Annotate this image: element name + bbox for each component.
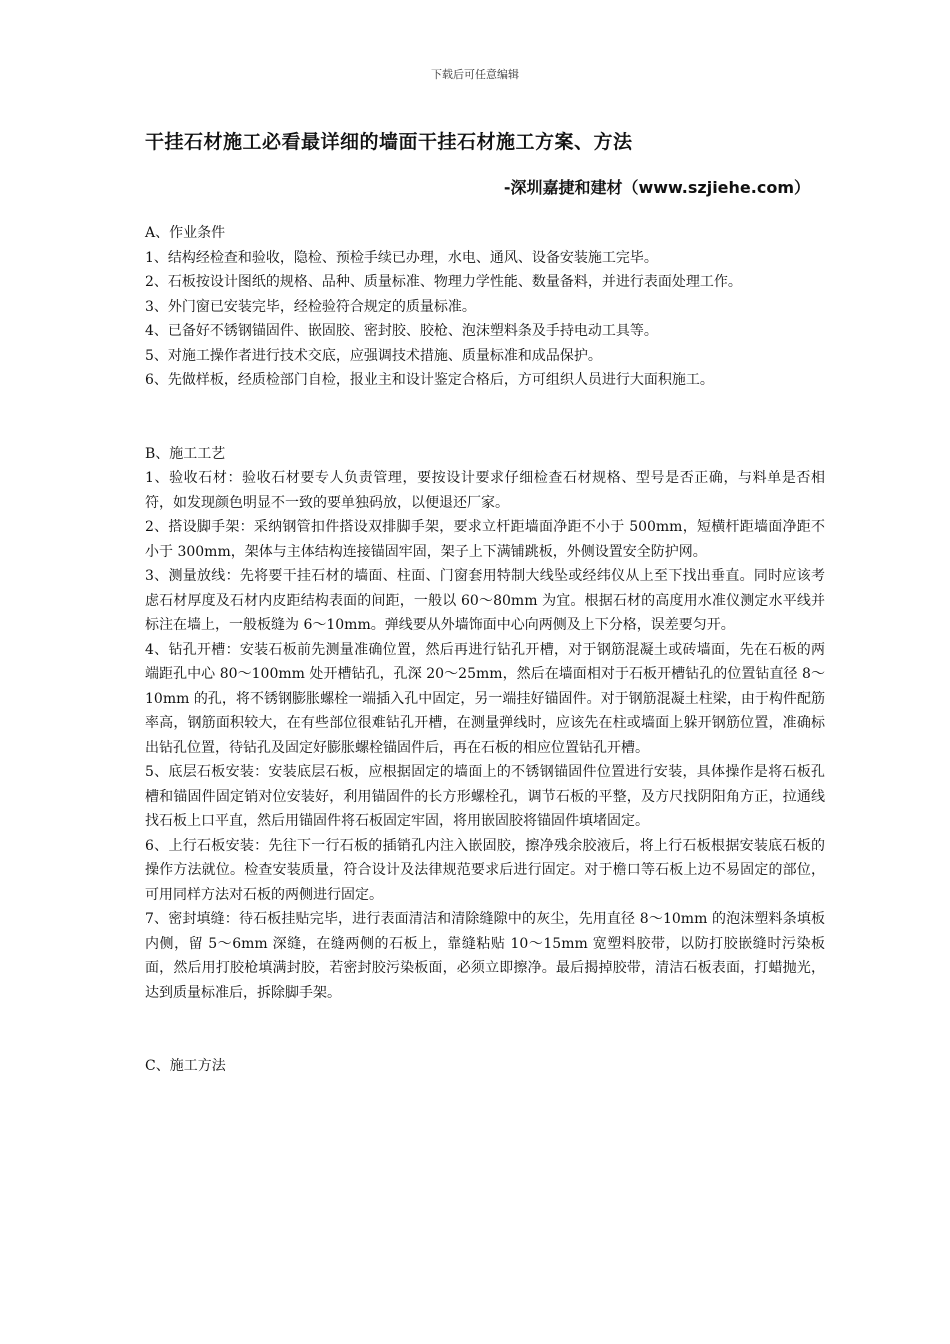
section-a-item-2: 2、石板按设计图纸的规格、品种、质量标准、物理力学性能、数量备料，并进行表面处理工作。 — [145, 274, 742, 290]
page-subtitle: -深圳嘉捷和建材（www.szjiehe.com） — [503, 178, 810, 197]
section-c-heading: C、施工方法 — [145, 1058, 226, 1074]
section-b-item-4: 4、钻孔开槽：安装石板前先测量准确位置，然后再进行钻孔开槽，对于钢筋混凝土或砖墙面，先在石板的两端距孔中心 80～100mm 处开槽钻孔，孔深 20～25mm，然后在墙面相对于石板开槽钻孔的位置钻直径 8～10mm 的孔，将不锈钢膨胀螺栓一端插入孔中固定，另一端挂好锚固件。对于钢筋混凝土柱梁，由于构件配筋率高，钢筋面积较大，在有些部位很难钻孔开槽，在测量弹线时，应该先在柱或墙面上躲开钢筋位置，准确标出钻孔位置，待钻孔及固定好膨胀螺栓锚固件后，再在石板的相应位置钻孔开槽。 — [145, 641, 825, 756]
section-b-item-7: 7、密封填缝：待石板挂贴完毕，进行表面清洁和清除缝隙中的灰尘，先用直径 8～10mm 的泡沫塑料条填板内侧，留 5～6mm 深缝，在缝两侧的石板上，靠缝粘贴 10～15mm 宽塑料胶带，以防打胶嵌缝时污染板面，然后用打胶枪填满封胶，若密封胶污染板面，必须立即擦净。最后揭掉胶带，清洁石板表面，打蜡抛光，达到质量标准后，拆除脚手架。 — [145, 911, 825, 1001]
section-a-item-6: 6、先做样板，经质检部门自检，报业主和设计鉴定合格后，方可组织人员进行大面积施工。 — [145, 372, 714, 388]
section-a-item-3: 3、外门窗已安装完毕，经检验符合规定的质量标准。 — [145, 298, 476, 315]
section-b-item-1: 1、验收石材：验收石材要专人负责管理，要按设计要求仔细检查石材规格、型号是否正确，与料单是否相符，如发现颜色明显不一致的要单独码放，以便退还厂家。 — [145, 470, 825, 511]
section-spacer — [145, 1005, 825, 1054]
section-a-heading: A、作业条件 — [145, 225, 226, 241]
section-b-item-2: 2、搭设脚手架：采纳钢管扣件搭设双排脚手架，要求立杆距墙面净距不小于 500mm，短横杆距墙面净距不小于 300mm，架体与主体结构连接锚固牢固，架子上下满铺跳板，外侧设置安全防护网。 — [145, 519, 825, 560]
document-body — [145, 221, 825, 1079]
section-a-item-1: 1、结构经检查和验收，隐检、预检手续已办理，水电、通风、设备安装施工完毕。 — [145, 249, 658, 266]
section-a-item-5: 5、对施工操作者进行技术交底，应强调技术措施、质量标准和成品保护。 — [145, 347, 602, 364]
section-b-heading: B、施工工艺 — [145, 445, 226, 462]
section-b-item-6: 6、上行石板安装：先往下一行石板的插销孔内注入嵌固胶，擦净残余胶液后，将上行石板根据安装底石板的操作方法就位。检查安装质量，符合设计及法律规范要求后进行固定。对于檐口等石板上边不易固定的部位，可用同样方法对石板的两侧进行固定。 — [145, 837, 825, 903]
section-b-item-5: 5、底层石板安装：安装底层石板，应根据固定的墙面上的不锈钢锚固件位置进行安装，具体操作是将石板孔槽和锚固件固定销对位安装好，利用锚固件的长方形螺栓孔，调节石板的平整，及方尺找阴阳角方正，拉通线找石板上口平直，然后用锚固件将石板固定牢固，将用嵌固胶将锚固件填堵固定。 — [145, 764, 825, 829]
page-title: 干挂石材施工必看最详细的墙面干挂石材施工方案、方法 — [145, 131, 633, 153]
section-a-item-4: 4、已备好不锈钢锚固件、嵌固胶、密封胶、胶枪、泡沫塑料条及手持电动工具等。 — [145, 323, 658, 339]
header-note: 下载后可任意编辑 — [431, 68, 519, 81]
section-b-item-3: 3、测量放线：先将要干挂石材的墙面、柱面、门窗套用特制大线坠或经纬仪从上至下找出垂直。同时应该考虑石材厚度及石材内皮距结构表面的间距，一般以 60～80mm 为宜。根据石材的高度用水准仪测定水平线并标注在墙上，一般板缝为 6～10mm。弹线要从外墙饰面中心向两侧及上下分格，误差要匀开。 — [145, 568, 825, 633]
section-spacer — [145, 393, 825, 442]
